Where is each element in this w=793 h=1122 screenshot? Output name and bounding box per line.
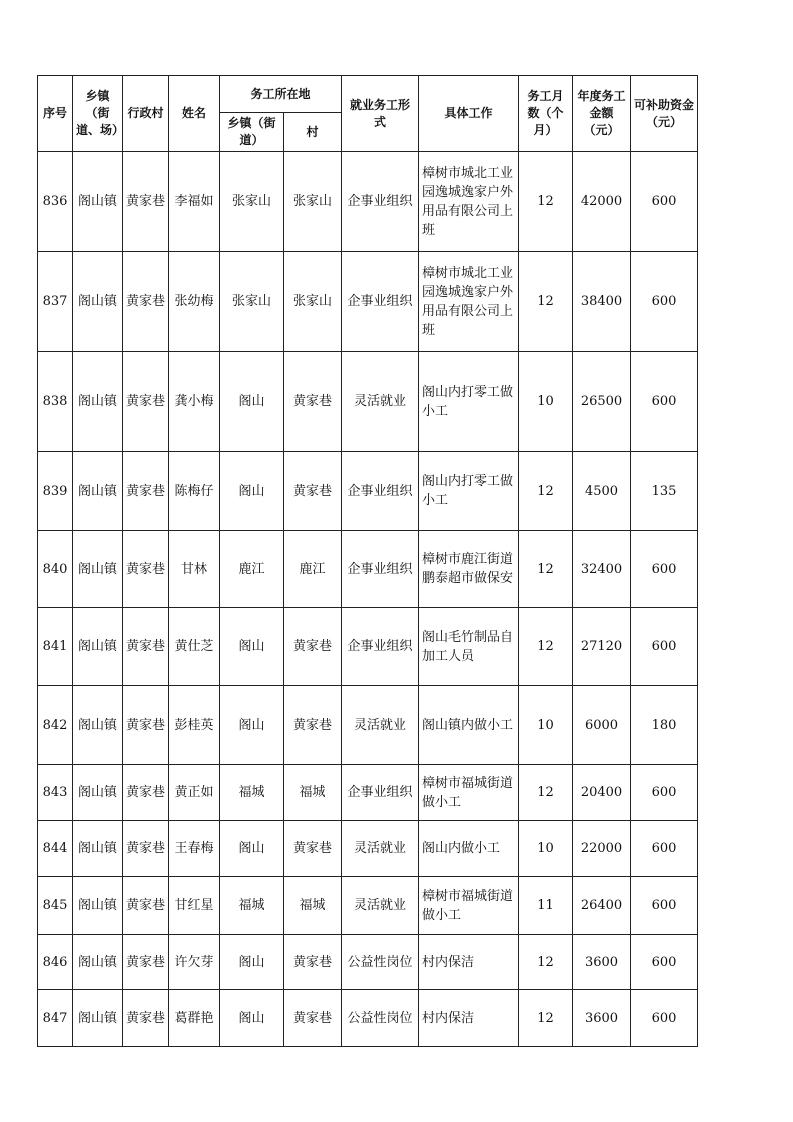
work-village-cell: 福城 xyxy=(284,765,342,821)
work-village-cell: 黄家巷 xyxy=(284,608,342,686)
job-cell: 阁山内打零工做小工 xyxy=(419,352,519,452)
work-township-cell: 阁山 xyxy=(220,821,284,877)
subsidy-cell: 600 xyxy=(631,877,698,935)
months-cell: 12 xyxy=(519,531,573,608)
seq-cell: 842 xyxy=(38,686,73,765)
form-cell: 企事业组织 xyxy=(342,531,419,608)
name-cell: 黄正如 xyxy=(169,765,220,821)
work-township-cell: 阁山 xyxy=(220,352,284,452)
form-cell: 企事业组织 xyxy=(342,252,419,352)
subsidy-cell: 600 xyxy=(631,608,698,686)
header-workplace: 务工所在地 xyxy=(220,76,342,113)
name-cell: 龚小梅 xyxy=(169,352,220,452)
income-cell: 3600 xyxy=(573,935,631,990)
job-cell: 阁山内做小工 xyxy=(419,821,519,877)
header-row-1 xyxy=(38,76,698,113)
seq-cell: 839 xyxy=(38,452,73,531)
table-row xyxy=(38,765,698,821)
seq-cell: 841 xyxy=(38,608,73,686)
table-row xyxy=(38,452,698,531)
work-village-cell: 张家山 xyxy=(284,152,342,252)
work-village-cell: 黄家巷 xyxy=(284,452,342,531)
header-township: 乡镇（街道、场） xyxy=(73,76,123,152)
seq-cell: 845 xyxy=(38,877,73,935)
village-cell: 黄家巷 xyxy=(123,877,169,935)
township-cell: 阁山镇 xyxy=(73,990,123,1047)
job-cell: 阁山镇内做小工 xyxy=(419,686,519,765)
name-cell: 甘红星 xyxy=(169,877,220,935)
work-township-cell: 阁山 xyxy=(220,990,284,1047)
form-cell: 灵活就业 xyxy=(342,352,419,452)
township-cell: 阁山镇 xyxy=(73,531,123,608)
form-cell: 灵活就业 xyxy=(342,877,419,935)
village-cell: 黄家巷 xyxy=(123,686,169,765)
subsidy-cell: 135 xyxy=(631,452,698,531)
months-cell: 12 xyxy=(519,765,573,821)
township-cell: 阁山镇 xyxy=(73,252,123,352)
name-cell: 甘林 xyxy=(169,531,220,608)
work-village-cell: 黄家巷 xyxy=(284,352,342,452)
table-row xyxy=(38,152,698,252)
subsidy-cell: 600 xyxy=(631,531,698,608)
form-cell: 公益性岗位 xyxy=(342,990,419,1047)
header-form: 就业务工形式 xyxy=(342,76,419,152)
village-cell: 黄家巷 xyxy=(123,608,169,686)
job-cell: 樟树市福城街道做小工 xyxy=(419,877,519,935)
village-cell: 黄家巷 xyxy=(123,152,169,252)
name-cell: 李福如 xyxy=(169,152,220,252)
months-cell: 12 xyxy=(519,990,573,1047)
income-cell: 22000 xyxy=(573,821,631,877)
months-cell: 12 xyxy=(519,152,573,252)
job-cell: 阁山内打零工做小工 xyxy=(419,452,519,531)
months-cell: 12 xyxy=(519,452,573,531)
subsidy-cell: 600 xyxy=(631,252,698,352)
subsidy-cell: 600 xyxy=(631,765,698,821)
income-cell: 3600 xyxy=(573,990,631,1047)
work-township-cell: 鹿江 xyxy=(220,531,284,608)
name-cell: 黄仕芝 xyxy=(169,608,220,686)
form-cell: 公益性岗位 xyxy=(342,935,419,990)
table-row xyxy=(38,877,698,935)
header-income: 年度务工金额（元） xyxy=(573,76,631,152)
village-cell: 黄家巷 xyxy=(123,252,169,352)
header-months: 务工月数（个月） xyxy=(519,76,573,152)
work-township-cell: 福城 xyxy=(220,765,284,821)
work-village-cell: 鹿江 xyxy=(284,531,342,608)
form-cell: 企事业组织 xyxy=(342,152,419,252)
income-cell: 32400 xyxy=(573,531,631,608)
seq-cell: 838 xyxy=(38,352,73,452)
table-body xyxy=(38,152,698,1047)
seq-cell: 844 xyxy=(38,821,73,877)
form-cell: 灵活就业 xyxy=(342,686,419,765)
work-village-cell: 黄家巷 xyxy=(284,821,342,877)
work-township-cell: 福城 xyxy=(220,877,284,935)
income-cell: 42000 xyxy=(573,152,631,252)
name-cell: 许欠芽 xyxy=(169,935,220,990)
income-cell: 26400 xyxy=(573,877,631,935)
subsidy-cell: 600 xyxy=(631,152,698,252)
work-township-cell: 阁山 xyxy=(220,935,284,990)
employment-subsidy-table xyxy=(37,75,698,1047)
village-cell: 黄家巷 xyxy=(123,452,169,531)
township-cell: 阁山镇 xyxy=(73,352,123,452)
table-row xyxy=(38,821,698,877)
table-row xyxy=(38,935,698,990)
months-cell: 10 xyxy=(519,352,573,452)
seq-cell: 847 xyxy=(38,990,73,1047)
header-work-village: 村 xyxy=(284,113,342,152)
job-cell: 阁山毛竹制品自加工人员 xyxy=(419,608,519,686)
table-row xyxy=(38,990,698,1047)
seq-cell: 837 xyxy=(38,252,73,352)
income-cell: 6000 xyxy=(573,686,631,765)
work-township-cell: 阁山 xyxy=(220,608,284,686)
form-cell: 企事业组织 xyxy=(342,608,419,686)
township-cell: 阁山镇 xyxy=(73,608,123,686)
header-village: 行政村 xyxy=(123,76,169,152)
table-row xyxy=(38,352,698,452)
income-cell: 4500 xyxy=(573,452,631,531)
subsidy-cell: 180 xyxy=(631,686,698,765)
job-cell: 樟树市城北工业园逸城逸家户外用品有限公司上班 xyxy=(419,152,519,252)
village-cell: 黄家巷 xyxy=(123,821,169,877)
table-row xyxy=(38,531,698,608)
work-township-cell: 阁山 xyxy=(220,686,284,765)
seq-cell: 843 xyxy=(38,765,73,821)
name-cell: 张幼梅 xyxy=(169,252,220,352)
township-cell: 阁山镇 xyxy=(73,877,123,935)
village-cell: 黄家巷 xyxy=(123,935,169,990)
work-village-cell: 黄家巷 xyxy=(284,935,342,990)
table-row xyxy=(38,608,698,686)
job-cell: 樟树市城北工业园逸城逸家户外用品有限公司上班 xyxy=(419,252,519,352)
township-cell: 阁山镇 xyxy=(73,935,123,990)
months-cell: 10 xyxy=(519,686,573,765)
village-cell: 黄家巷 xyxy=(123,352,169,452)
job-cell: 樟树市鹿江街道鹏泰超市做保安 xyxy=(419,531,519,608)
income-cell: 26500 xyxy=(573,352,631,452)
form-cell: 企事业组织 xyxy=(342,452,419,531)
months-cell: 12 xyxy=(519,252,573,352)
township-cell: 阁山镇 xyxy=(73,765,123,821)
township-cell: 阁山镇 xyxy=(73,821,123,877)
seq-cell: 836 xyxy=(38,152,73,252)
work-township-cell: 阁山 xyxy=(220,452,284,531)
township-cell: 阁山镇 xyxy=(73,452,123,531)
subsidy-cell: 600 xyxy=(631,935,698,990)
subsidy-cell: 600 xyxy=(631,821,698,877)
work-township-cell: 张家山 xyxy=(220,252,284,352)
subsidy-cell: 600 xyxy=(631,990,698,1047)
header-seq: 序号 xyxy=(38,76,73,152)
name-cell: 彭桂英 xyxy=(169,686,220,765)
income-cell: 38400 xyxy=(573,252,631,352)
township-cell: 阁山镇 xyxy=(73,686,123,765)
name-cell: 葛群艳 xyxy=(169,990,220,1047)
months-cell: 12 xyxy=(519,608,573,686)
name-cell: 陈梅仔 xyxy=(169,452,220,531)
header-subsidy: 可补助资金（元） xyxy=(631,76,698,152)
village-cell: 黄家巷 xyxy=(123,531,169,608)
months-cell: 11 xyxy=(519,877,573,935)
work-village-cell: 黄家巷 xyxy=(284,686,342,765)
table-row xyxy=(38,686,698,765)
work-village-cell: 张家山 xyxy=(284,252,342,352)
form-cell: 企事业组织 xyxy=(342,765,419,821)
village-cell: 黄家巷 xyxy=(123,765,169,821)
months-cell: 10 xyxy=(519,821,573,877)
work-village-cell: 福城 xyxy=(284,877,342,935)
name-cell: 王春梅 xyxy=(169,821,220,877)
header-name: 姓名 xyxy=(169,76,220,152)
header-job: 具体工作 xyxy=(419,76,519,152)
seq-cell: 840 xyxy=(38,531,73,608)
seq-cell: 846 xyxy=(38,935,73,990)
header-work-township: 乡镇（街道） xyxy=(220,113,284,152)
township-cell: 阁山镇 xyxy=(73,152,123,252)
subsidy-cell: 600 xyxy=(631,352,698,452)
job-cell: 村内保洁 xyxy=(419,935,519,990)
income-cell: 20400 xyxy=(573,765,631,821)
months-cell: 12 xyxy=(519,935,573,990)
job-cell: 樟树市福城街道做小工 xyxy=(419,765,519,821)
job-cell: 村内保洁 xyxy=(419,990,519,1047)
form-cell: 灵活就业 xyxy=(342,821,419,877)
work-village-cell: 黄家巷 xyxy=(284,990,342,1047)
work-township-cell: 张家山 xyxy=(220,152,284,252)
income-cell: 27120 xyxy=(573,608,631,686)
village-cell: 黄家巷 xyxy=(123,990,169,1047)
table-row xyxy=(38,252,698,352)
